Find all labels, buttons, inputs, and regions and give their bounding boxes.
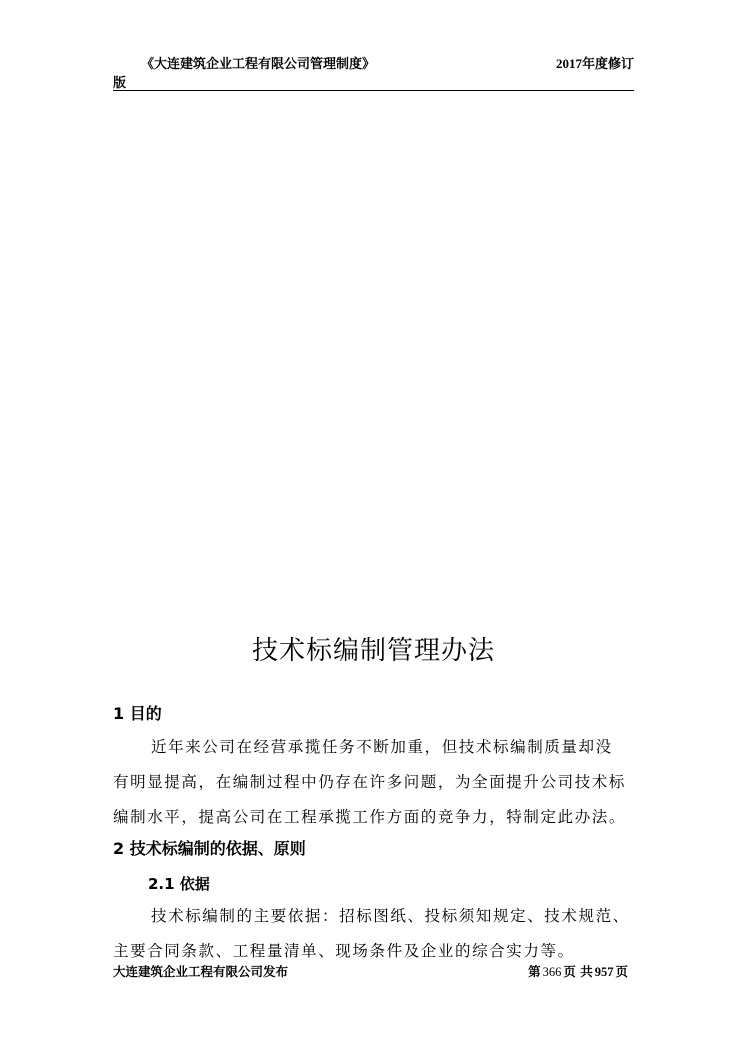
paragraph-line: 主要合同条款、工程量清单、现场条件及企业的综合实力等。 bbox=[113, 942, 575, 960]
page-mid: 页 共 bbox=[563, 964, 593, 979]
page-current: 366 bbox=[542, 965, 562, 979]
page-header bbox=[113, 52, 634, 91]
header-edition-wrap: 版 bbox=[113, 76, 127, 91]
paragraph-line: 近年来公司在经营承揽任务不断加重，但技术标编制质量却没 bbox=[151, 738, 613, 756]
paragraph-line: 技术标编制的主要依据：招标图纸、投标须知规定、技术规范、 bbox=[151, 907, 630, 925]
section-heading-basis-principles: 2 技术标编制的依据、原则 bbox=[113, 839, 306, 858]
page-footer bbox=[113, 962, 634, 982]
page-suffix: 页 bbox=[615, 964, 628, 979]
page-number bbox=[528, 962, 628, 980]
paragraph-basis bbox=[113, 899, 634, 969]
subsection-heading-basis: 2.1 依据 bbox=[148, 875, 210, 893]
section-heading-purpose: 1 目的 bbox=[113, 704, 162, 723]
paragraph-purpose bbox=[113, 730, 634, 835]
page-prefix: 第 bbox=[528, 964, 541, 979]
header-title: 《大连建筑企业工程有限公司管理制度》 bbox=[141, 57, 376, 72]
document-title: 技术标编制管理办法 bbox=[251, 636, 495, 666]
footer-publisher: 大连建筑企业工程有限公司发布 bbox=[113, 964, 289, 979]
paragraph-line: 有明显提高，在编制过程中仍存在许多问题，为全面提升公司技术标 bbox=[113, 773, 627, 791]
page-total: 957 bbox=[594, 965, 614, 979]
header-edition: 2017年度修订 bbox=[555, 56, 634, 71]
paragraph-line: 编制水平，提高公司在工程承揽工作方面的竞争力，特制定此办法。 bbox=[113, 808, 627, 826]
